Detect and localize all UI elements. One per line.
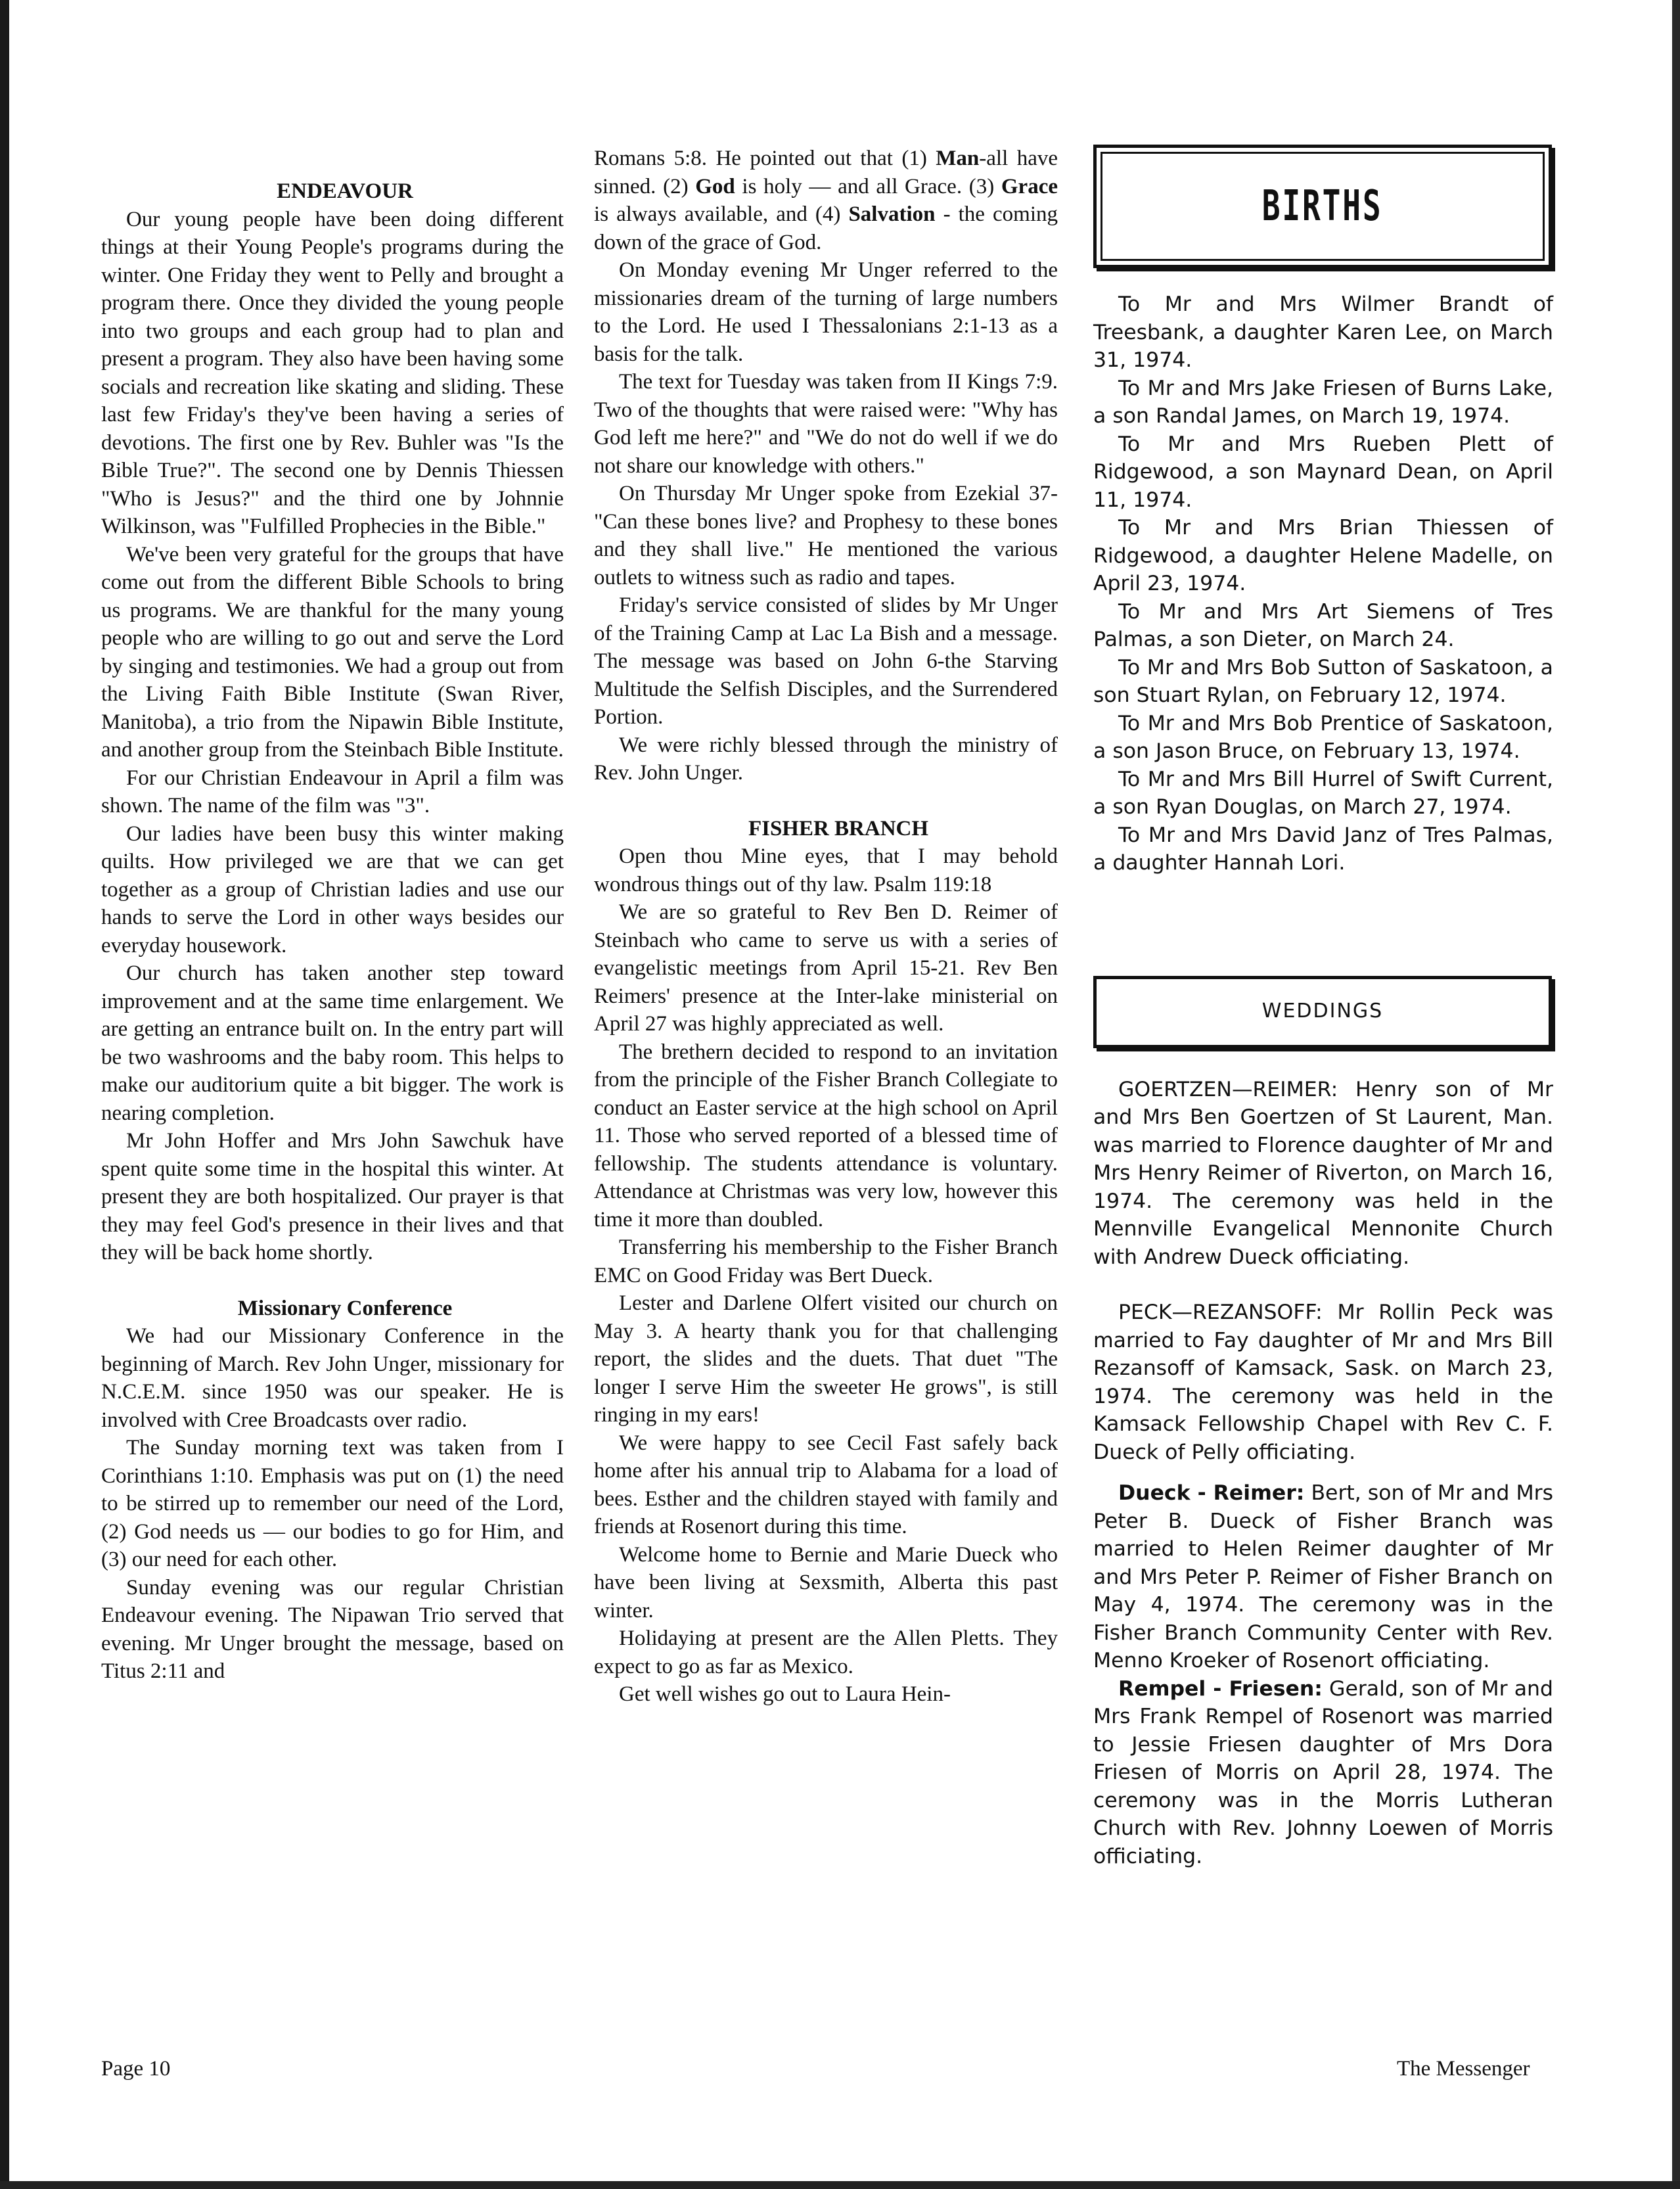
bold-word: Grace <box>1001 174 1058 198</box>
missionary-paragraph: The Sunday morning text was taken from I Corinthians 1:10. Emphasis was put on (1) the need to be stirred up to remember our need of the Lord, (2) God needs us — our bodies to go for Him, and (3) our need for each other. <box>101 1436 564 1571</box>
fisher-paragraph: We are so grateful to Rev Ben D. Reimer of Steinbach who came to serve us with a series of evangelistic meetings from April 15-21. Rev Ben Reimers' presence at the Inter-lake ministerial on April 27 was highly appreciated as well. <box>594 900 1058 1036</box>
column-middle <box>594 145 1058 1709</box>
birth-announcement: To Mr and Mrs Rueben Plett of Ridgewood, a son Maynard Dean, on April 11, 1974. <box>1093 432 1553 512</box>
fisher-paragraph: The brethern decided to respond to an invitation from the principle of the Fisher Branch Collegiate to conduct an Easter service at the high school on April 11. Those who served reported of a blessed time of fellowship. The students attendance is voluntary. Attendance at Christmas was very low, however this time it more than doubled. <box>594 1040 1058 1232</box>
birth-announcement: To Mr and Mrs Art Siemens of Tres Palmas, a son Dieter, on March 24. <box>1093 599 1553 651</box>
endeavour-paragraph: Our ladies have been busy this winter making quilts. How privileged we are that we can get together as a group of Christian ladies and use our hands to serve the Lord in other ways besides our everyday housework. <box>101 821 564 957</box>
births-title: BIRTHS <box>1262 181 1383 231</box>
missionary-paragraph: On Monday evening Mr Unger referred to the missionaries dream of the turning of large numbers to the Lord. He used I Thessalonians 2:1-13 as a basis for the talk. <box>594 258 1058 366</box>
fisher-paragraph: We were happy to see Cecil Fast safely back home after his annual trip to Alabama for a load of bees. Esther and the children stayed with family and friends at Rosenort during this time. <box>594 1431 1058 1538</box>
births-banner <box>1093 145 1552 268</box>
wedding-names: Rempel - Friesen: <box>1118 1676 1323 1701</box>
text-run: Gerald, son of Mr and Mrs Frank Rempel of Rosenort was married to Jessie Friesen daughter of Mrs Dora Friesen of Morris on April 28, 1974. The ceremony was in the Morris Lutheran Church with Rev. Johnny Loewen of Morris officiating. <box>1093 1676 1553 1868</box>
endeavour-paragraph: For our Christian Endeavour in April a film was shown. The name of the film was "3". <box>101 766 564 818</box>
column-right <box>1093 145 1553 1870</box>
bold-word: Man <box>936 147 980 170</box>
text-run: -all have sinned. (2) <box>594 147 1058 198</box>
endeavour-paragraph: Mr John Hoffer and Mrs John Sawchuk have spent quite some time in the hospital this winter. At present they are both hospitalized. Our prayer is that they may feel God's presence in their lives and that they will be back home shortly. <box>101 1129 564 1264</box>
birth-announcement: To Mr and Mrs Brian Thiessen of Ridgewood, a daughter Helene Madelle, on April 23, 1974. <box>1093 516 1553 595</box>
endeavour-paragraph: Our church has taken another step toward improvement and at the same time enlargement. We are getting an entrance built on. In the entry part will be two washrooms and the baby room. This helps to make our auditorium quite a bit bigger. The work is nearing completion. <box>101 961 564 1125</box>
birth-announcement: To Mr and Mrs David Janz of Tres Palmas, a daughter Hannah Lori. <box>1093 823 1553 875</box>
text-run: Bert, son of Mr and Mrs Peter B. Dueck of Fisher Branch was married to Helen Reimer daughter of Mr and Mrs Peter P. Reimer of Fisher Branch on May 4, 1974. The ceremony was in the Fisher Branch Community Center with Rev. Menno Kroeker of Rosenort officiating. <box>1093 1481 1553 1672</box>
endeavour-heading: ENDEAVOUR <box>277 179 413 203</box>
endeavour-paragraph: Our young people have been doing different things at their Young People's programs during the winter. One Friday they went to Pelly and brought a program there. Once they divided the young people into two groups and each group had to plan and present a program. They also have been having some socials and recreation like skating and sliding. These last few Friday's they've been having a series of devotions. The first one by Rev. Buhler was "Is the Bible True?". The second one by Dennis Thiessen "Who is Jesus?" and the third one by Johnnie Wilkinson, was "Fulfilled Prophecies in the Bible." <box>101 207 564 538</box>
missionary-conference-heading: Missionary Conference <box>237 1296 453 1320</box>
fisher-paragraph: Open thou Mine eyes, that I may behold wondrous things out of thy law. Psalm 119:18 <box>594 844 1058 896</box>
wedding-announcement <box>1093 1675 1553 1871</box>
weddings-title: WEDDINGS <box>1261 1000 1384 1023</box>
bold-word: God <box>695 174 735 198</box>
wedding-announcement: PECK—REZANSOFF: Mr Rollin Peck was married to Fay daughter of Mr and Mrs Bill Rezansoff of Kamsack, Sask. on March 23, 1974. The ceremony was held in the Kamsack Fellowship Chapel with Rev C. F. Dueck of Pelly officiating. <box>1093 1301 1553 1464</box>
missionary-paragraph: On Thursday Mr Unger spoke from Ezekial 37-"Can these bones live? and Prophesy to these bones and they shall live." He mentioned the various outlets to witness such as radio and tapes. <box>594 482 1058 589</box>
missionary-paragraph: Friday's service consisted of slides by Mr Unger of the Training Camp at Lac La Bish and a message. The message was based on John 6-the Starving Multitude the Selfish Disciples, and the Surrendered Portion. <box>594 593 1058 729</box>
birth-announcement: To Mr and Mrs Bob Prentice of Saskatoon, a son Jason Bruce, on February 13, 1974. <box>1093 711 1553 763</box>
birth-announcement: To Mr and Mrs Bob Sutton of Saskatoon, a son Stuart Rylan, on February 12, 1974. <box>1093 655 1553 707</box>
fisher-paragraph: Welcome home to Bernie and Marie Dueck who have been living at Sexsmith, Alberta this past winter. <box>594 1542 1058 1623</box>
fisher-paragraph: Get well wishes go out to Laura Hein- <box>619 1682 951 1706</box>
weddings-banner <box>1093 976 1552 1048</box>
scan-edge-bottom <box>0 2181 1680 2189</box>
scan-edge-left <box>0 0 9 2189</box>
missionary-paragraph: Sunday evening was our regular Christian Endeavour evening. The Nipawan Trio served that evening. Mr Unger brought the message, based on Titus 2:11 and <box>101 1575 564 1683</box>
fisher-paragraph: Transferring his membership to the Fisher Branch EMC on Good Friday was Bert Dueck. <box>594 1235 1058 1287</box>
birth-announcement: To Mr and Mrs Jake Friesen of Burns Lake, a son Randal James, on March 19, 1974. <box>1093 376 1553 428</box>
page-number: Page 10 <box>101 2057 171 2081</box>
endeavour-paragraph: We've been very grateful for the groups that have come out from the different Bible Schools to bring us programs. We are thankful for the many young people who are willing to go out and serve the Lord by singing and testimonies. We had a group out from the Living Faith Bible Institute (Swan River, Manitoba), a trio from the Nipawin Bible Institute, and another group from the Steinbach Bible Institute. <box>101 542 564 762</box>
wedding-announcement: GOERTZEN—REIMER: Henry son of Mr and Mrs Ben Goertzen of St Laurent, Man. was married to Florence daughter of Mr and Mrs Henry Reimer of Riverton, on March 16, 1974. The ceremony was held in the Mennville Evangelical Mennonite Church with Andrew Dueck officiating. <box>1093 1077 1553 1269</box>
text-run: is always available, and (4) <box>594 202 849 226</box>
fisher-branch-heading: FISHER BRANCH <box>748 816 929 841</box>
wedding-announcement <box>1093 1479 1553 1675</box>
missionary-paragraph: We were richly blessed through the ministry of Rev. John Unger. <box>594 733 1058 785</box>
missionary-continued-paragraph <box>594 145 1058 256</box>
birth-announcement: To Mr and Mrs Bill Hurrel of Swift Current, a son Ryan Douglas, on March 27, 1974. <box>1093 767 1553 819</box>
column-left <box>101 177 564 1686</box>
wedding-names: Dueck - Reimer: <box>1118 1481 1305 1505</box>
missionary-paragraph: We had our Missionary Conference in the beginning of March. Rev John Unger, missionary for N.C.E.M. since 1950 was our speaker. He is involved with Cree Broadcasts over radio. <box>101 1324 564 1432</box>
bold-word: Salvation <box>848 202 936 226</box>
text-run: Romans 5:8. He pointed out that (1) <box>594 147 936 170</box>
fisher-paragraph: Holidaying at present are the Allen Pletts. They expect to go as far as Mexico. <box>594 1626 1058 1678</box>
birth-announcement: To Mr and Mrs Wilmer Brandt of Treesbank, a daughter Karen Lee, on March 31, 1974. <box>1093 292 1553 372</box>
scan-edge-right <box>1672 0 1680 2189</box>
publication-name: The Messenger <box>1397 2057 1530 2081</box>
text-run: - the coming down of the grace of God. <box>594 202 1058 254</box>
missionary-paragraph: The text for Tuesday was taken from II Kings 7:9. Two of the thoughts that were raised were: "Why has God left me here?" and "We do not do well if we do not share our knowledge with others." <box>594 370 1058 478</box>
text-run: is holy — and all Grace. (3) <box>735 174 1001 198</box>
fisher-paragraph: Lester and Darlene Olfert visited our church on May 3. A hearty thank you for that challenging report, the slides and the duets. That duet "The longer I serve Him the sweeter He grows", is still ringing in my ears! <box>594 1291 1058 1427</box>
